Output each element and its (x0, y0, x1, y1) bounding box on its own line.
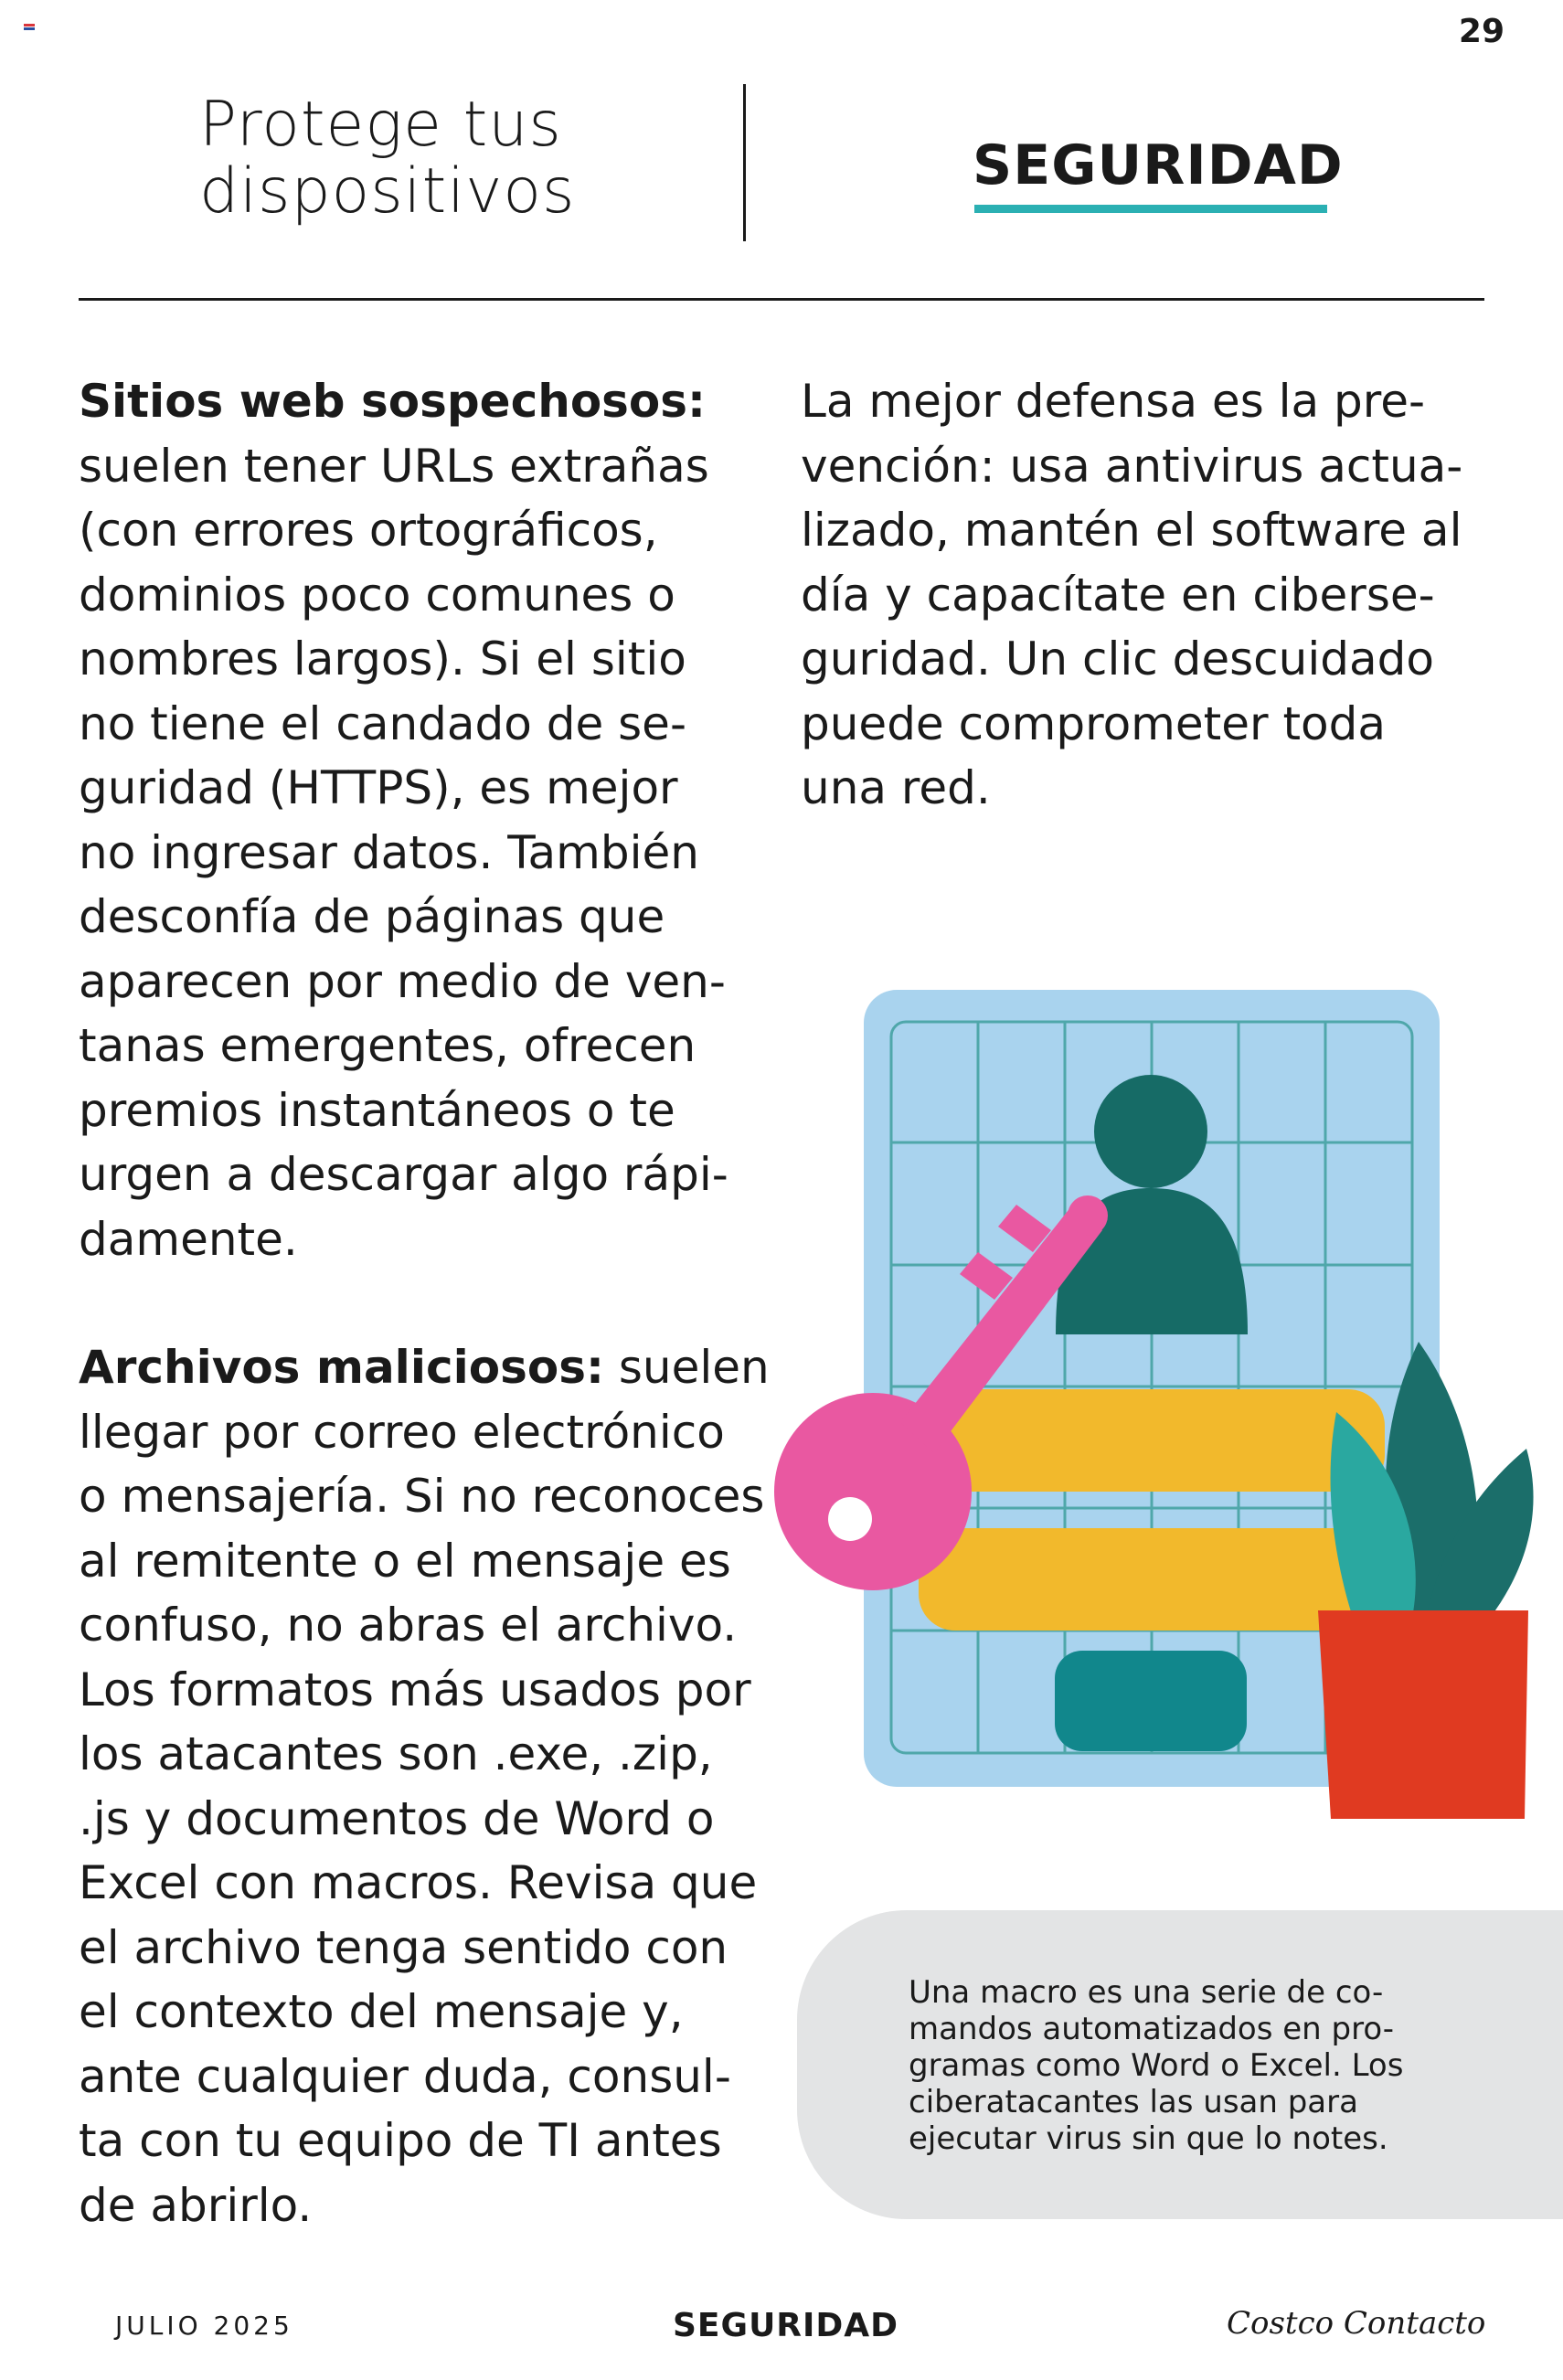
text-line: guridad. Un clic descuidado (801, 632, 1434, 685)
note-line: ejecutar virus sin que lo notes. (909, 2120, 1388, 2157)
note-line: mandos automatizados en pro- (909, 2011, 1395, 2047)
text-line: .js y documentos de Word o (79, 1791, 715, 1845)
text-line: vención: usa antivirus actua- (801, 439, 1463, 493)
footer-date: JULIO 2025 (115, 2311, 293, 2341)
footer-section: SEGURIDAD (673, 2307, 899, 2344)
text-line: el archivo tenga sentido con (79, 1920, 728, 1974)
text-line: ta con tu equipo de TI antes (79, 2114, 722, 2167)
text-line: lizado, mantén el software al (801, 504, 1462, 557)
text-line: dominios poco comunes o (79, 568, 675, 622)
page-number: 29 (1458, 13, 1505, 50)
text-line: el contexto del mensaje y, (79, 1985, 684, 2038)
page-title-line: Protege tus (199, 89, 562, 161)
section-label: SEGURIDAD (973, 133, 1344, 197)
text-line: nombres largos). Si el sitio (79, 632, 686, 685)
text-line: llegar por correo electrónico (79, 1405, 725, 1459)
header-divider (743, 84, 746, 241)
text-line: puede comprometer toda (801, 696, 1387, 750)
text-line: de abrirlo. (79, 2178, 313, 2232)
text-line: aparecen por medio de ven- (79, 954, 726, 1008)
right-column (801, 369, 1484, 821)
text-line: o mensajería. Si no reconoces (79, 1470, 765, 1523)
text-line: damente. (79, 1212, 298, 1266)
paragraph-malicious-files (79, 1335, 773, 2237)
text-fragment: suelen (603, 1341, 770, 1394)
button-shape (1055, 1651, 1247, 1751)
text-line: ante cualquier duda, consul- (79, 2049, 731, 2103)
text-line: urgen a descargar algo rápi- (79, 1148, 728, 1201)
text-line: no tiene el candado de se- (79, 696, 686, 750)
text-line: La mejor defensa es la pre- (801, 375, 1426, 428)
corner-mark (24, 24, 35, 33)
text-line: una red. (801, 761, 991, 814)
security-illustration (768, 978, 1536, 1837)
form-bar (919, 1389, 1385, 1492)
left-column (79, 369, 773, 2237)
text-line: premios instantáneos o te (79, 1083, 675, 1137)
text-line: Los formatos más usados por (79, 1663, 751, 1716)
text-line: no ingresar datos. También (79, 825, 699, 879)
paragraph-heading: Archivos maliciosos: (79, 1341, 604, 1394)
text-line: tanas emergentes, ofrecen (79, 1019, 696, 1072)
note-line: Una macro es una serie de co- (909, 1974, 1384, 2011)
text-line: Excel con macros. Revisa que (79, 1856, 758, 1909)
text-line: guridad (HTTPS), es mejor (79, 761, 678, 814)
page-title-line: dispositivos (199, 155, 576, 228)
page-title (199, 89, 576, 228)
text-line: confuso, no abras el archivo. (79, 1599, 738, 1652)
paragraph-suspicious-sites (79, 369, 773, 1271)
note-line: ciberatacantes las usan para (909, 2084, 1358, 2120)
text-line: suelen tener URLs extrañas (79, 439, 709, 493)
text-line (79, 1335, 773, 1400)
section-underline (974, 205, 1327, 213)
paragraph-heading: Sitios web sospechosos: (79, 375, 707, 428)
text-line: (con errores ortográficos, (79, 504, 658, 557)
text-line: los atacantes son .exe, .zip, (79, 1727, 713, 1780)
text-line: al remitente o el mensaje es (79, 1534, 731, 1588)
text-line: día y capacítate en ciberse- (801, 568, 1435, 622)
note-line: gramas como Word o Excel. Los (909, 2047, 1404, 2084)
footer-brand: Costco Contacto (1227, 2305, 1486, 2342)
text-line: desconfía de páginas que (79, 890, 665, 943)
header-rule (79, 298, 1484, 301)
note-text (909, 1974, 1439, 2157)
